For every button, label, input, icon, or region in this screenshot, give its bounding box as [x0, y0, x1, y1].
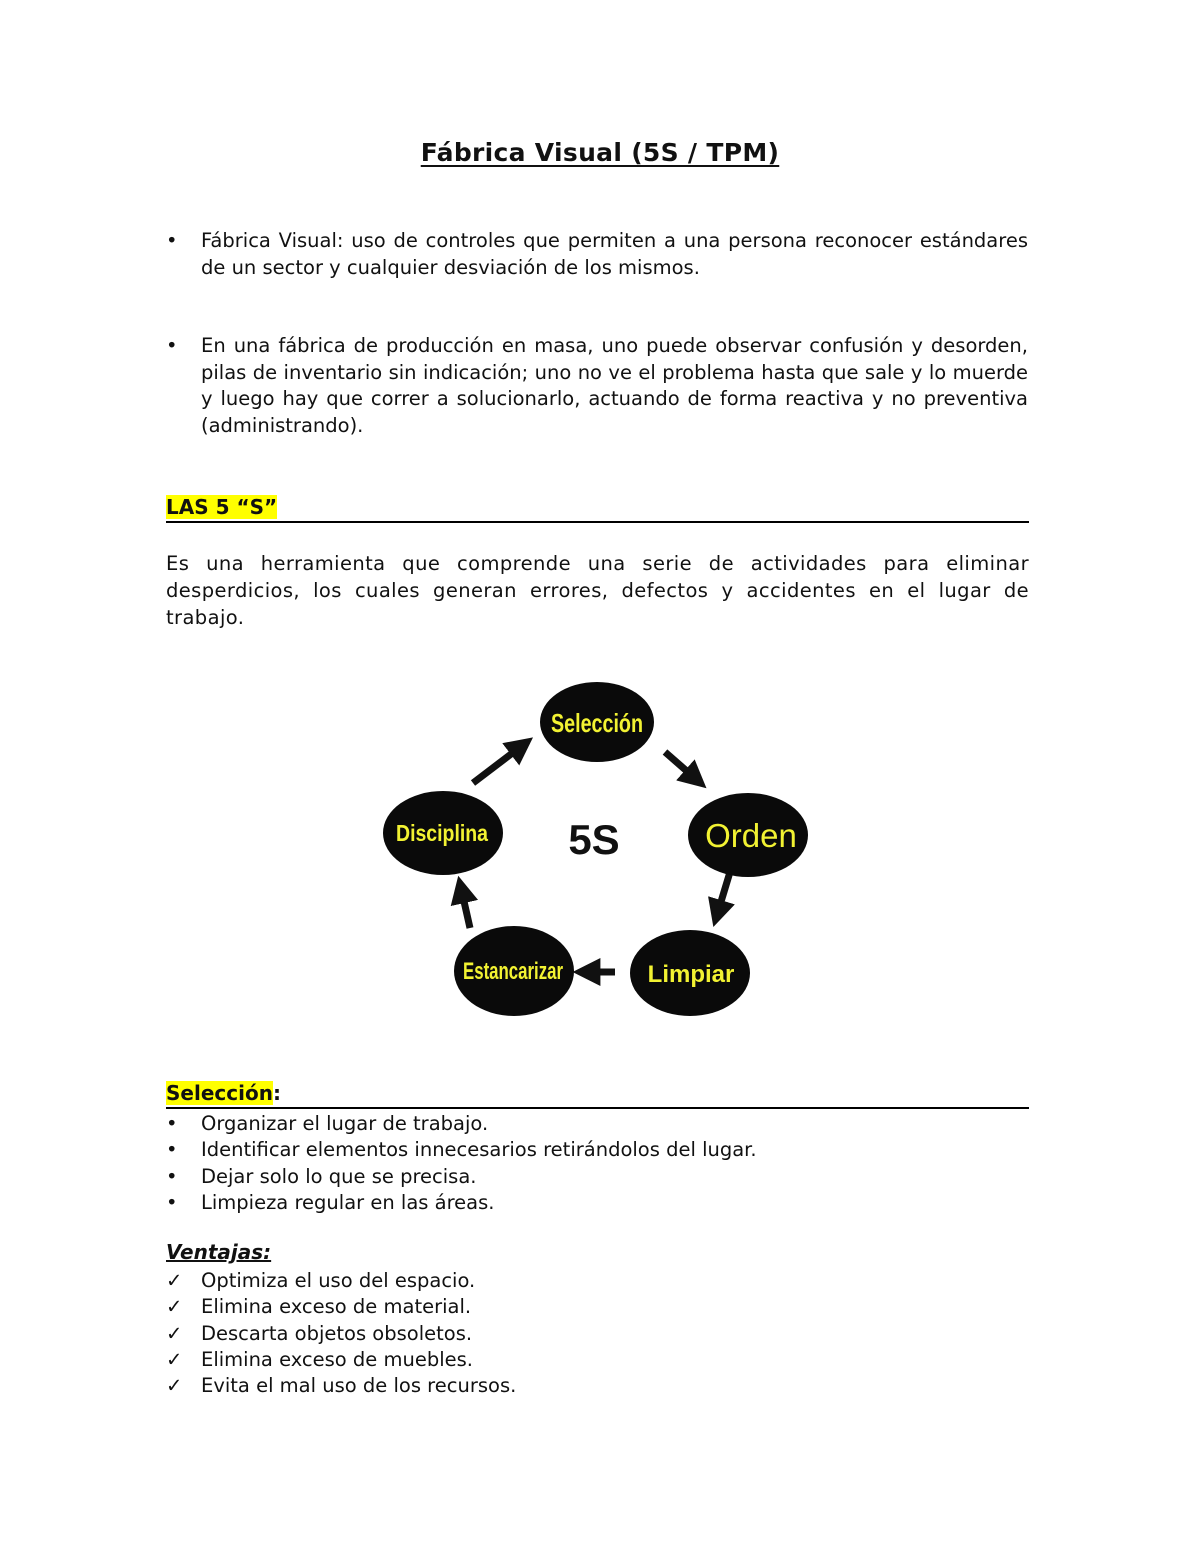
ventajas-heading: Ventajas:: [166, 1240, 272, 1264]
node-label-limpiar: Limpiar: [647, 961, 735, 988]
seleccion-list: [166, 1111, 757, 1216]
list-item-text: Organizar el lugar de trabajo.: [201, 1112, 489, 1135]
5s-cycle-diagram: [375, 680, 820, 1030]
node-label-seleccion: Selección: [551, 708, 643, 738]
list-item-text: Optimiza el uso del espacio.: [201, 1269, 476, 1292]
list-item-text: Descarta objetos obsoletos.: [201, 1321, 473, 1345]
diagram-center-label: 5S: [568, 816, 620, 863]
list-item: [166, 1268, 516, 1294]
intro-bullet: [166, 333, 1028, 439]
bullet-marker: •: [166, 1190, 178, 1214]
list-item: [166, 1321, 516, 1347]
ventajas-list: [166, 1268, 516, 1399]
check-icon: ✓: [166, 1269, 183, 1292]
list-item-text: Identificar elementos innecesarios retirándolos del lugar.: [201, 1138, 757, 1162]
node-label-disciplina: Disciplina: [396, 820, 489, 846]
section-heading-las5s: [166, 494, 1029, 523]
node-label-estancarizar: Estancarizar: [463, 958, 563, 985]
seleccion-heading-text: Selección: [166, 1081, 273, 1105]
check-icon: ✓: [166, 1295, 183, 1319]
list-item-text: Elimina exceso de muebles.: [201, 1347, 474, 1371]
intro-bullet-text: Fábrica Visual: uso de controles que permiten a una persona reconocer estándares de un sector y cualquier desviación de los mismos.: [201, 229, 1028, 279]
bullet-marker: •: [166, 1138, 178, 1162]
las5s-heading-text: LAS 5 “S”: [166, 495, 278, 519]
section-heading-seleccion: [166, 1080, 1029, 1109]
bullet-marker: •: [166, 1164, 178, 1188]
list-item: [166, 1373, 516, 1399]
list-item: [166, 1190, 757, 1216]
check-icon: ✓: [166, 1347, 183, 1371]
las5s-paragraph: Es una herramienta que comprende una serie de actividades para eliminar desperdicios, los cuales generan errores, defectos y accidentes en el lugar de trabajo.: [166, 552, 1029, 629]
node-label-orden: Orden: [705, 817, 797, 854]
list-item: [166, 1137, 757, 1163]
document-title: Fábrica Visual (5S / TPM): [420, 138, 780, 167]
check-icon: ✓: [166, 1321, 183, 1345]
list-item: [166, 1164, 757, 1190]
intro-bullet-text: En una fábrica de producción en masa, uno puede observar confusión y desorden, pilas de inventario sin indicación; uno no ve el problema hasta que sale y lo muerde y luego hay que correr a solucionarlo, actuando de forma reactiva y no preventiva (administrando).: [201, 334, 1028, 437]
check-icon: ✓: [166, 1374, 183, 1398]
list-item: [166, 1294, 516, 1320]
list-item-text: Dejar solo lo que se precisa.: [201, 1164, 477, 1188]
bullet-marker: •: [166, 334, 178, 357]
list-item: [166, 1347, 516, 1373]
list-item-text: Elimina exceso de material.: [201, 1295, 472, 1319]
seleccion-heading-colon: :: [272, 1081, 281, 1105]
list-item-text: Evita el mal uso de los recursos.: [201, 1374, 517, 1398]
intro-bullet: [166, 228, 1028, 281]
list-item: [166, 1111, 757, 1137]
list-item-text: Limpieza regular en las áreas.: [201, 1190, 495, 1214]
bullet-marker: •: [166, 1112, 178, 1135]
bullet-marker: •: [166, 229, 178, 252]
